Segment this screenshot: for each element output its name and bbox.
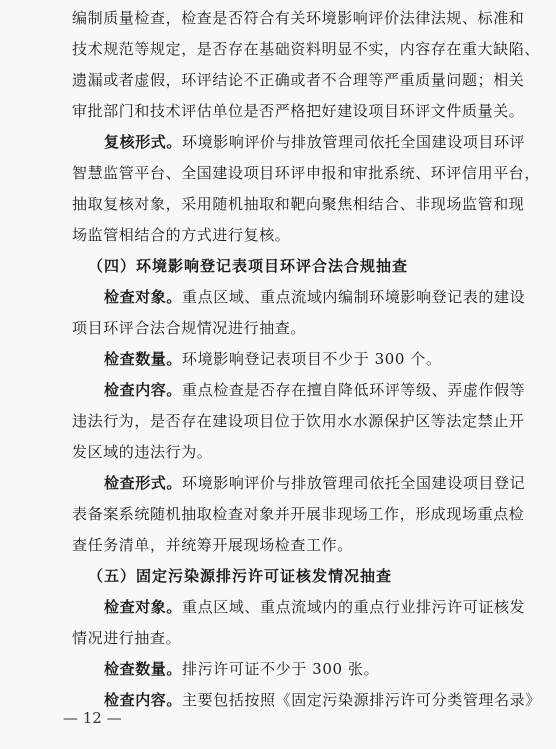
text-line: 技术规范等规定，是否存在基础资料明显不实，内容存在重大缺陷、 <box>72 40 541 58</box>
paragraph-line: 检查对象。重点区域、重点流域内的重点行业排污许可证核发 <box>104 598 526 616</box>
text-line: 遗漏或者虚假，环评结论不正确或者不合理等严重质量问题；相关 <box>72 71 525 89</box>
text-line: 查任务清单，并统筹开展现场检查工作。 <box>72 536 353 554</box>
section-lead: 检查数量。 <box>104 350 183 368</box>
section-heading: （四）环境影响登记表项目环评合法合规抽查 <box>88 257 409 275</box>
text-line: 项目环评合法合规情况进行抽查。 <box>72 319 307 337</box>
text-line: 抽取复核对象，采用随机抽取和靶向聚焦相结合、非现场监管和现 <box>72 195 525 213</box>
section-lead: 检查对象。 <box>104 598 183 616</box>
text-line: 违法行为，是否存在建设项目位于饮用水水源保护区等法定禁止开 <box>72 412 525 430</box>
text-line: 表备案系统随机抽取检查对象并开展非现场工作，形成现场重点检 <box>72 505 525 523</box>
paragraph-line: 检查数量。环境影响登记表项目不少于 300 个。 <box>104 350 442 368</box>
paragraph-line: 检查内容。主要包括按照《固定污染源排污许可分类管理名录》 <box>104 691 541 709</box>
section-lead: 检查对象。 <box>104 288 183 306</box>
text-line: 智慧监管平台、全国建设项目环评申报和审批系统、环评信用平台， <box>72 164 541 182</box>
section-lead: 检查形式。 <box>104 474 183 492</box>
paragraph-line: 检查内容。重点检查是否存在擅自降低环评等级、弄虚作假等 <box>104 381 526 399</box>
text-line: 编制质量检查，检查是否符合有关环境影响评价法律法规、标准和 <box>72 9 525 27</box>
paragraph-line: 检查数量。排污许可证不少于 300 张。 <box>104 660 380 678</box>
section-lead: 检查内容。 <box>104 691 183 709</box>
section-heading: （五）固定污染源排污许可证核发情况抽查 <box>88 567 393 585</box>
section-lead: 检查数量。 <box>104 660 183 678</box>
paragraph-line: 检查形式。环境影响评价与排放管理司依托全国建设项目登记 <box>104 474 526 492</box>
page-number: — 12 — <box>63 709 122 727</box>
paragraph-line: 复核形式。环境影响评价与排放管理司依托全国建设项目环评 <box>104 133 526 151</box>
section-lead: 复核形式。 <box>104 133 183 151</box>
text-line: 审批部门和技术评估单位是否严格把好建设项目环评文件质量关。 <box>72 102 525 120</box>
text-line: 发区域的违法行为。 <box>72 443 213 461</box>
section-lead: 检查内容。 <box>104 381 183 399</box>
text-line: 场监管相结合的方式进行复核。 <box>72 226 291 244</box>
paragraph-line: 检查对象。重点区域、重点流域内编制环境影响登记表的建设 <box>104 288 526 306</box>
text-line: 情况进行抽查。 <box>72 629 182 647</box>
